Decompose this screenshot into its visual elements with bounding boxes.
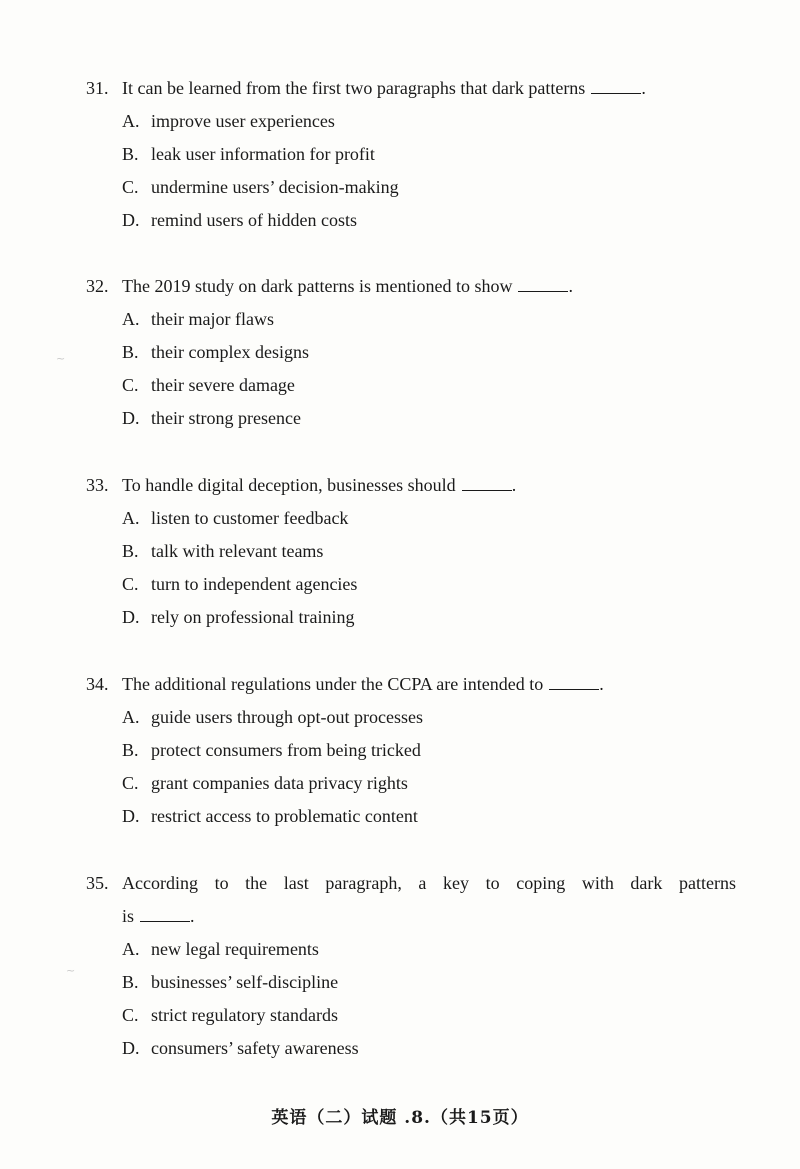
answer-blank	[591, 79, 641, 94]
option-d: D. consumers’ safety awareness	[122, 1038, 359, 1058]
question-text: It can be learned from the first two paragraphs that dark patterns	[122, 78, 586, 98]
options-list	[86, 705, 736, 837]
option-a: A. improve user experiences	[122, 111, 335, 131]
option-b: B. talk with relevant teams	[122, 541, 324, 561]
bleed-through-mark: ~	[66, 964, 76, 977]
option-a: A. guide users through opt-out processes	[122, 707, 423, 727]
option-a: A. their major flaws	[122, 309, 274, 329]
stem-period: .	[511, 475, 517, 495]
option-a: A. new legal requirements	[122, 939, 319, 959]
question-text: The additional regulations under the CCPA are intended to	[122, 674, 544, 694]
options-list	[86, 937, 736, 1069]
question-stem	[86, 672, 736, 696]
option-b: B. businesses’ self-discipline	[122, 972, 339, 992]
option-d: D. rely on professional training	[122, 607, 355, 627]
option-d: D. restrict access to problematic content	[122, 806, 418, 826]
question-34	[86, 672, 736, 837]
stem-period: .	[599, 674, 604, 694]
question-stem	[86, 76, 736, 100]
answer-blank	[462, 476, 512, 491]
option-c: C. turn to independent agencies	[122, 574, 358, 594]
option-b: B. their complex designs	[122, 342, 309, 362]
question-number: 35.	[86, 873, 109, 893]
question-33	[86, 473, 736, 638]
answer-blank	[549, 675, 599, 690]
question-text: The 2019 study on dark patterns is mentioned to show	[122, 276, 513, 296]
option-b: B. leak user information for profit	[122, 144, 375, 164]
option-c: C. grant companies data privacy rights	[122, 773, 408, 793]
option-b: B. protect consumers from being tricked	[122, 740, 421, 760]
answer-blank	[140, 907, 190, 922]
stem-period: .	[568, 276, 573, 296]
options-list	[86, 307, 736, 439]
question-stem-continuation	[86, 904, 736, 928]
question-number: 32.	[86, 276, 109, 296]
question-stem	[86, 871, 736, 895]
question-35	[86, 871, 736, 1069]
question-number: 31.	[86, 78, 109, 98]
question-stem	[86, 274, 736, 298]
question-31	[86, 76, 736, 241]
question-number: 33.	[86, 475, 109, 495]
options-list	[86, 506, 736, 638]
question-number: 34.	[86, 674, 109, 694]
options-list	[86, 109, 736, 241]
option-d: D. remind users of hidden costs	[122, 210, 357, 230]
option-d: D. their strong presence	[122, 408, 301, 428]
option-a: A. listen to customer feedback	[122, 508, 349, 528]
option-c: C. strict regulatory standards	[122, 1005, 338, 1025]
bleed-through-mark: ~	[56, 352, 66, 365]
page-footer: 英语（二）试题 .8.（共15页）	[271, 1108, 529, 1128]
question-stem	[86, 473, 736, 497]
option-c: C. undermine users’ decision-making	[122, 177, 399, 197]
answer-blank	[518, 277, 568, 292]
question-text: According to the last paragraph, a key to coping with dark patterns	[122, 873, 736, 893]
stem-period: .	[190, 906, 195, 926]
option-c: C. their severe damage	[122, 375, 295, 395]
stem-period: .	[641, 78, 646, 98]
question-text: To handle digital deception, businesses should	[122, 475, 456, 495]
question-text-continued: is	[122, 906, 135, 926]
question-32	[86, 274, 736, 439]
